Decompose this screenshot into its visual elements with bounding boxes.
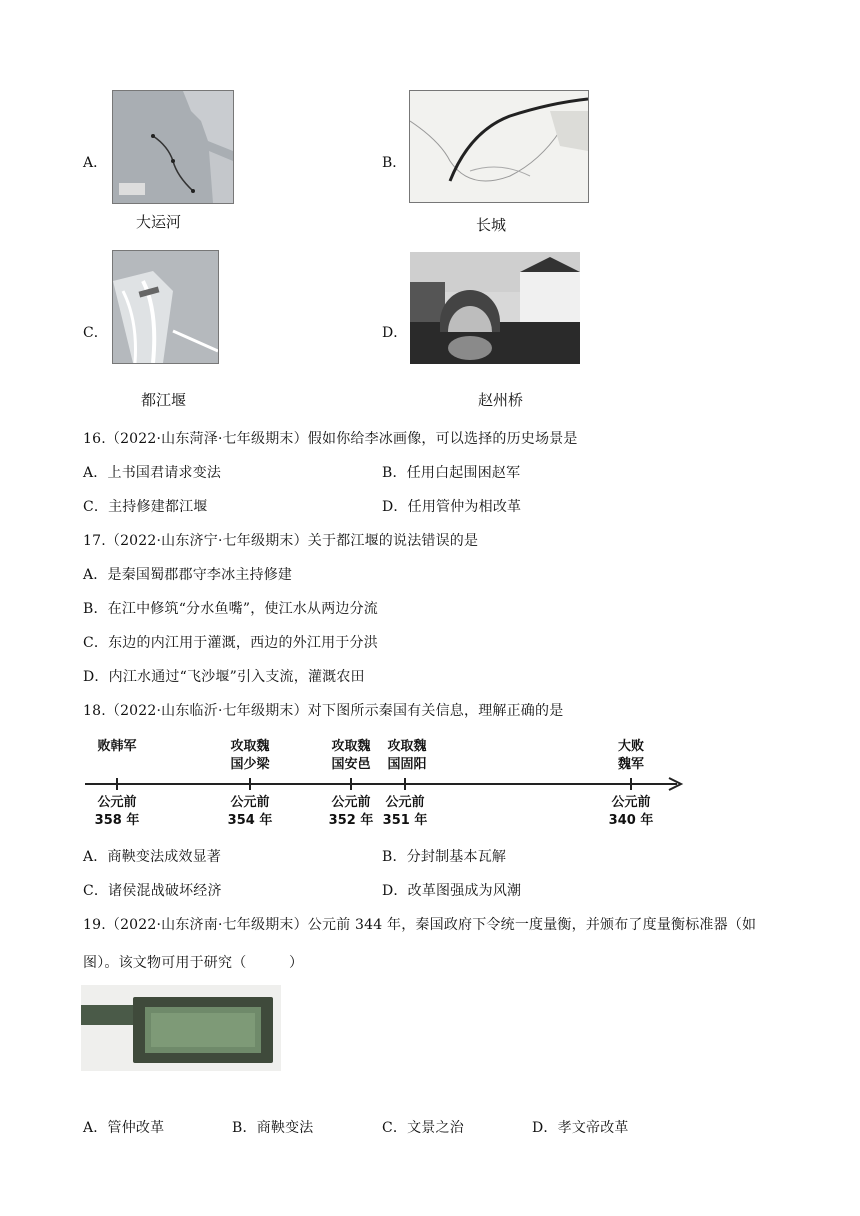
option-a-caption: 大运河 [136,213,182,231]
grand-canal-map-image [112,90,234,204]
bronze-vessel-icon [81,985,281,1071]
q19-stem-line2: 图）。该文物可用于研究（ ） [83,955,304,971]
q19-option-d: D．孝文帝改革 [532,1120,629,1136]
q16-stem: 16.（2022·山东菏泽·七年级期末）假如你给李冰画像，可以选择的历史场景是 [83,431,578,447]
q19-option-c: C．文景之治 [382,1120,464,1136]
zhaozhou-bridge-photo [410,252,580,364]
dujiangyan-map-image [112,250,219,364]
q17-option-a: A．是秦国蜀郡郡守李冰主持修建 [83,567,293,583]
measuring-vessel-photo [81,985,281,1071]
great-wall-map-image [409,90,589,203]
q17-stem: 17.（2022·山东济宁·七年级期末）关于都江堰的说法错误的是 [83,533,479,549]
timeline-event-340: 大败 魏军 [617,739,644,772]
timeline-event-352: 攻取魏 国安邑 [331,739,371,772]
map-icon [113,251,218,363]
timeline-event-354: 攻取魏 国少梁 [230,739,270,772]
q18-option-d: D．改革图强成为风潮 [382,883,522,899]
option-d-caption: 赵州桥 [478,391,524,409]
timeline-date-358: 公元前 358 年 [94,795,140,828]
option-d-letter: D． [382,325,408,341]
timeline-event-351: 攻取魏 国固阳 [387,739,427,772]
q18-stem: 18.（2022·山东临沂·七年级期末）对下图所示秦国有关信息，理解正确的是 [83,703,564,719]
qin-timeline [85,734,685,834]
q18-option-b: B．分封制基本瓦解 [382,849,507,865]
q17-option-b: B．在江中修筑“分水鱼嘴”，使江水从两边分流 [83,601,379,617]
q17-option-d: D．内江水通过“飞沙堰”引入支流，灌溉农田 [83,669,365,685]
map-icon [410,91,588,202]
option-c-caption: 都江堰 [141,391,187,409]
map-icon [113,91,233,203]
q17-option-c: C．东边的内江用于灌溉，西边的外江用于分洪 [83,635,378,651]
bridge-icon [410,252,580,364]
option-b-caption: 长城 [476,216,507,234]
option-a-letter: A． [83,155,108,171]
q19-option-a: A．管仲改革 [83,1120,165,1136]
q18-option-c: C．诸侯混战破坏经济 [83,883,222,899]
q19-option-b: B．商鞅变法 [232,1120,314,1136]
q16-option-b: B．任用白起围困赵军 [382,465,521,481]
q16-option-d: D．任用管仲为相改革 [382,499,522,515]
q19-stem-line1: 19.（2022·山东济南·七年级期末）公元前 344 年，秦国政府下令统一度量衡，并颁布了度量衡标准器（如 [83,917,757,933]
timeline-date-340: 公元前 340 年 [608,795,654,828]
q16-option-c: C．主持修建都江堰 [83,499,208,515]
timeline-date-352: 公元前 352 年 [328,795,374,828]
timeline-date-351: 公元前 351 年 [382,795,428,828]
q18-option-a: A．商鞅变法成效显著 [83,849,222,865]
option-b-letter: B． [382,155,407,171]
q16-option-a: A．上书国君请求变法 [83,465,222,481]
timeline-event-358: 败韩军 [97,739,137,754]
option-c-letter: C． [83,325,108,341]
timeline-date-354: 公元前 354 年 [227,795,273,828]
